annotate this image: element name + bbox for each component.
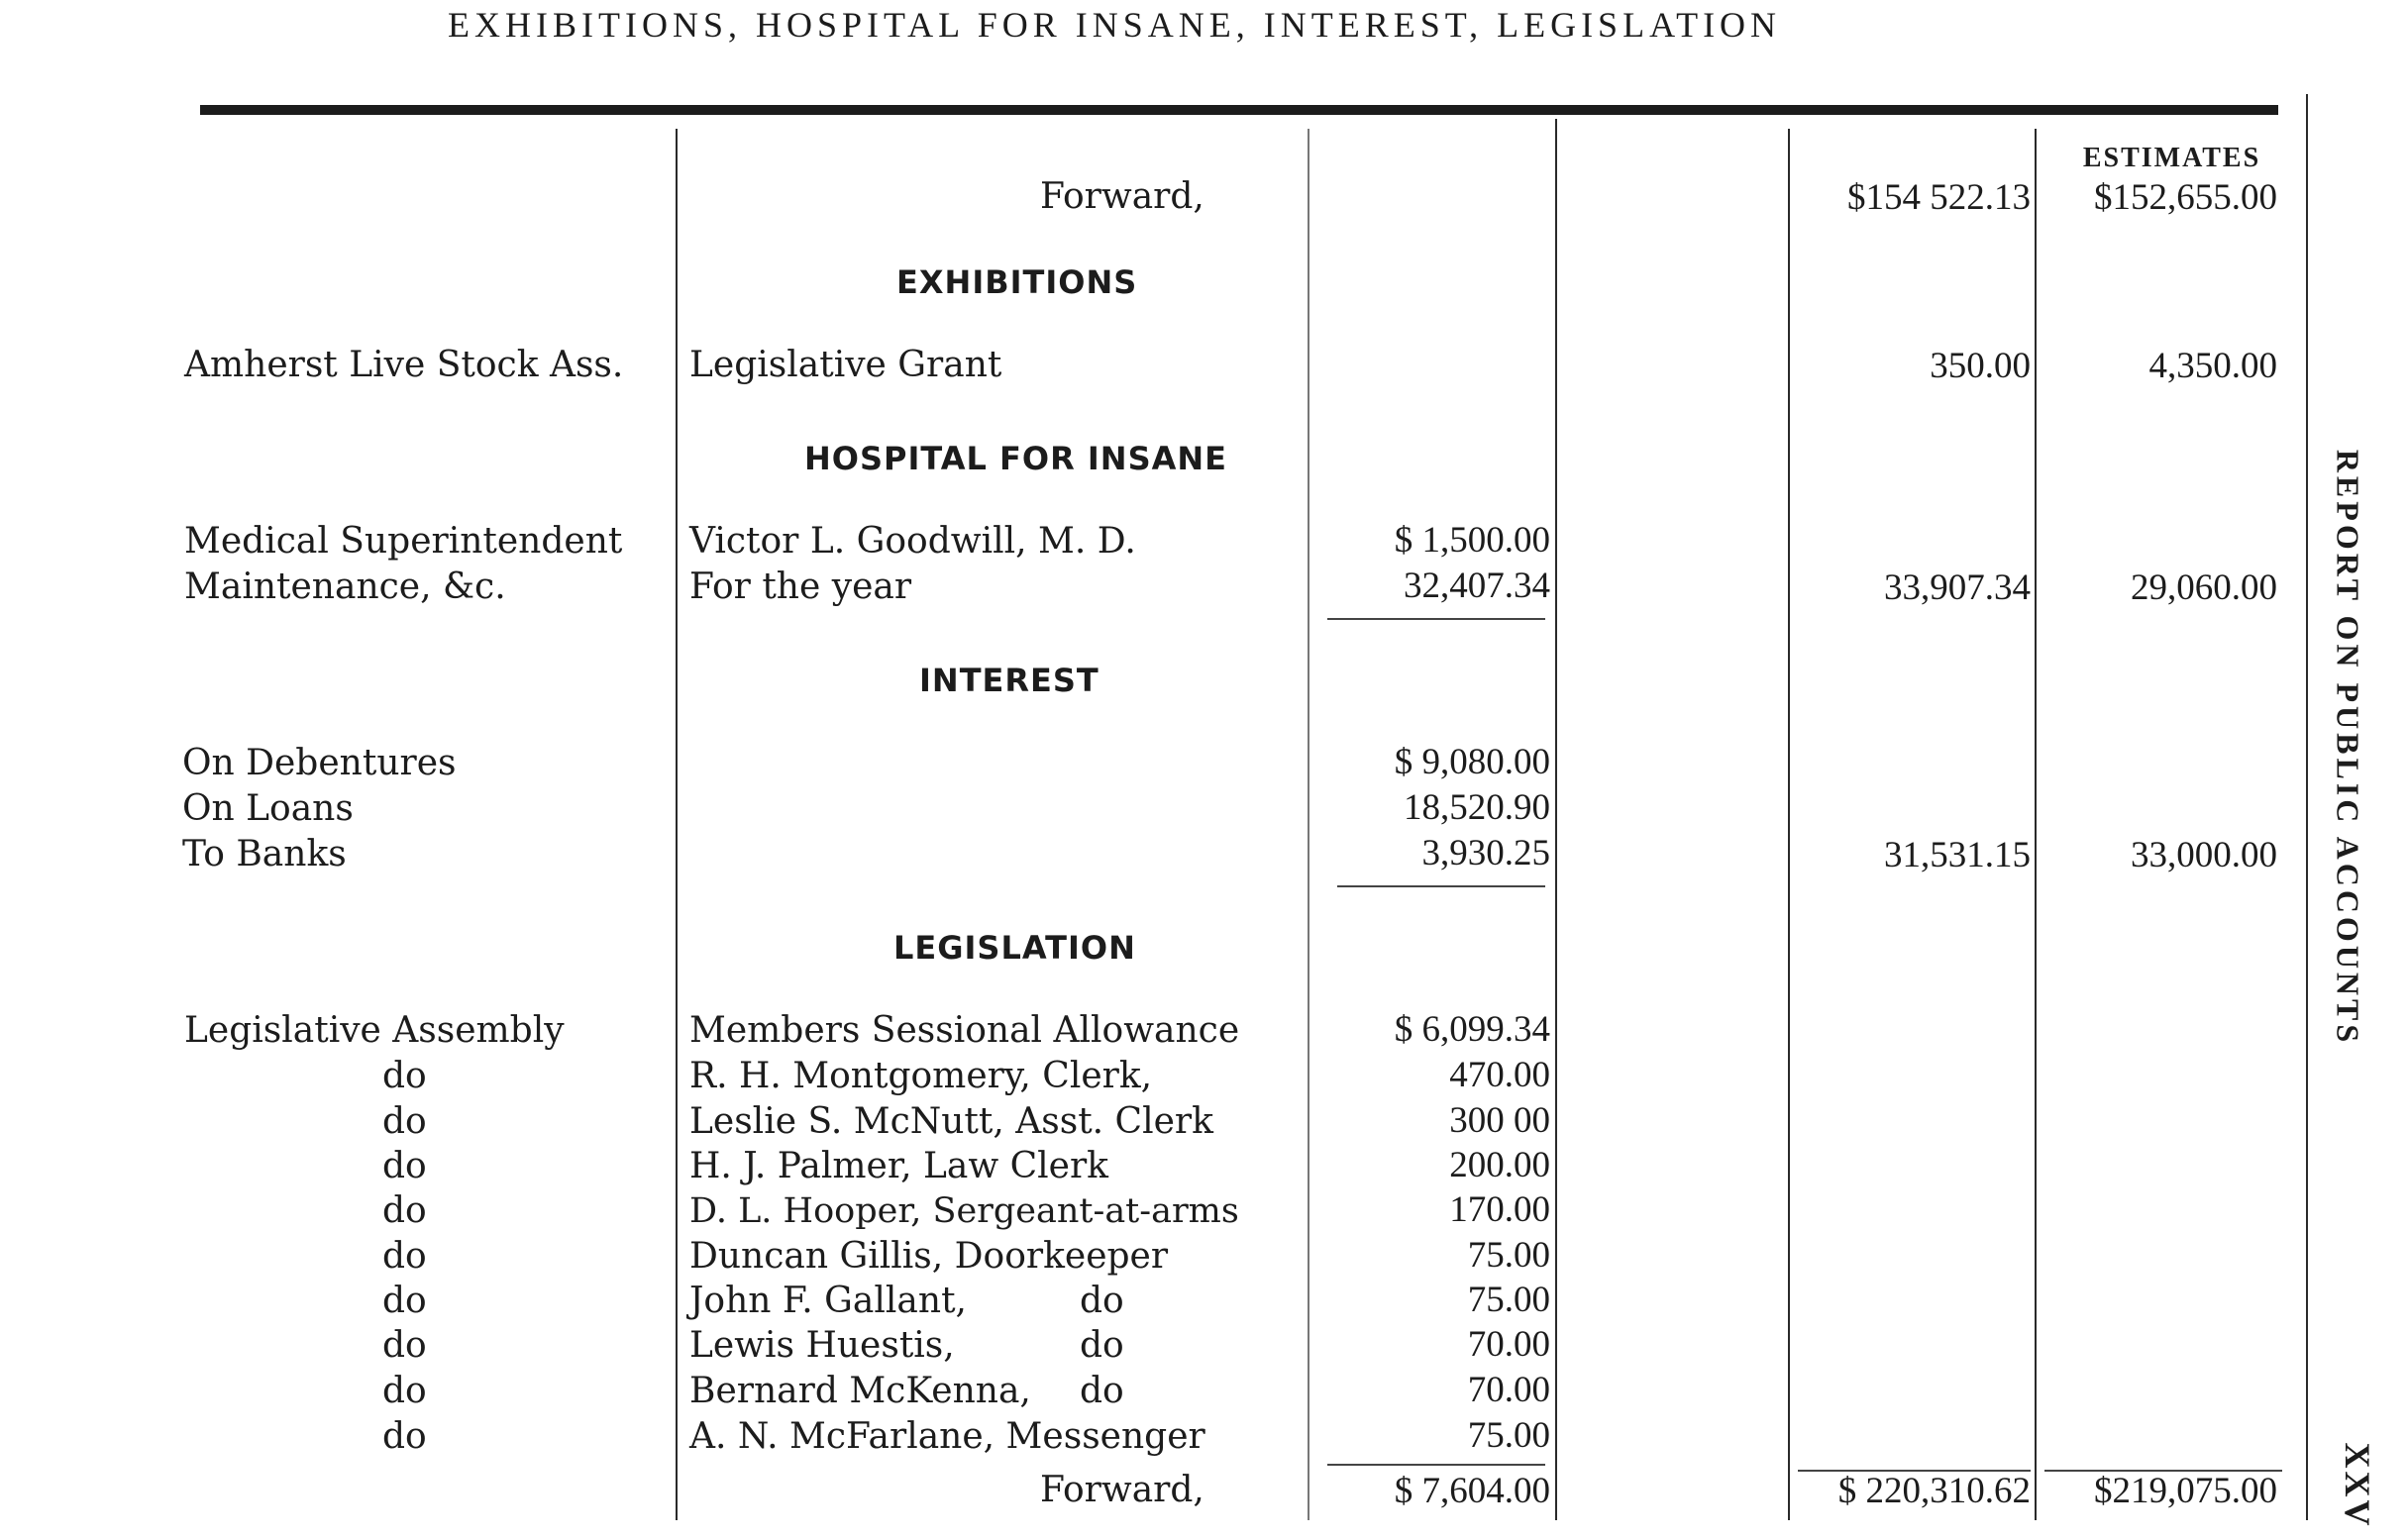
hospital-desc: For the year bbox=[689, 566, 912, 607]
legislation-amount: 300 00 bbox=[1449, 1100, 1550, 1141]
forward-total-bottom: $ 220,310.62 bbox=[1837, 1471, 2031, 1511]
interest-amount: $ 9,080.00 bbox=[1394, 742, 1550, 782]
forward-label-bottom: Forward, bbox=[1040, 1470, 1204, 1510]
legislation-amount: $ 6,099.34 bbox=[1394, 1009, 1550, 1050]
legislation-desc: Bernard McKenna, bbox=[689, 1371, 1031, 1411]
legislation-desc: A. N. McFarlane, Messenger bbox=[689, 1416, 1205, 1457]
legislation-desc: Members Sessional Allowance bbox=[689, 1010, 1240, 1051]
column-divider bbox=[1308, 129, 1309, 1520]
section-interest: INTEREST bbox=[919, 662, 1099, 699]
legislation-payee: Legislative Assembly bbox=[184, 1010, 565, 1051]
column-divider bbox=[2306, 94, 2308, 1520]
legislation-desc-ditto: do bbox=[1080, 1371, 1124, 1411]
total-rule bbox=[1327, 1464, 1545, 1466]
interest-amount: 18,520.90 bbox=[1404, 787, 1550, 828]
section-exhibitions: EXHIBITIONS bbox=[896, 263, 1138, 301]
legislation-amount: 75.00 bbox=[1467, 1235, 1550, 1276]
subtotal-rule bbox=[1327, 618, 1545, 620]
exhibitions-payee: Amherst Live Stock Ass. bbox=[184, 345, 624, 385]
legislation-amount: 170.00 bbox=[1449, 1189, 1550, 1230]
legislation-amount: 70.00 bbox=[1467, 1370, 1550, 1410]
forward-estimate-top: $152,655.00 bbox=[2094, 177, 2277, 218]
legislation-desc: John F. Gallant, bbox=[689, 1281, 967, 1321]
forward-amount-bottom: $ 7,604.00 bbox=[1394, 1471, 1550, 1511]
interest-payee: On Debentures bbox=[182, 743, 457, 783]
legislation-payee: do bbox=[382, 1371, 427, 1411]
legislation-amount: 70.00 bbox=[1467, 1324, 1550, 1365]
page-number-text: XXV bbox=[2338, 1442, 2377, 1529]
forward-estimate-bottom: $219,075.00 bbox=[2094, 1471, 2277, 1511]
column-divider bbox=[676, 129, 678, 1520]
estimates-label: ESTIMATES bbox=[2082, 143, 2261, 173]
header-rule bbox=[200, 105, 2278, 115]
page-number bbox=[2333, 1442, 2382, 1529]
legislation-amount: 200.00 bbox=[1449, 1145, 1550, 1185]
section-legislation: LEGISLATION bbox=[893, 929, 1136, 967]
legislation-desc: Leslie S. McNutt, Asst. Clerk bbox=[689, 1101, 1213, 1142]
legislation-amount: 75.00 bbox=[1467, 1280, 1550, 1320]
legislation-payee: do bbox=[382, 1146, 427, 1186]
subtotal-rule bbox=[1337, 885, 1545, 887]
hospital-total: 33,907.34 bbox=[1884, 567, 2031, 608]
side-title-text: REPORT ON PUBLIC ACCOUNTS bbox=[2330, 449, 2366, 1047]
legislation-payee: do bbox=[382, 1325, 427, 1366]
legislation-payee: do bbox=[382, 1101, 427, 1142]
legislation-desc: Lewis Huestis, bbox=[689, 1325, 955, 1366]
legislation-amount: 75.00 bbox=[1467, 1415, 1550, 1456]
exhibitions-total: 350.00 bbox=[1930, 346, 2031, 386]
interest-amount: 3,930.25 bbox=[1421, 833, 1550, 873]
column-divider bbox=[1788, 129, 1790, 1520]
hospital-desc: Victor L. Goodwill, M. D. bbox=[689, 521, 1136, 562]
interest-payee: On Loans bbox=[182, 788, 354, 829]
legislation-payee: do bbox=[382, 1416, 427, 1457]
page-header: EXHIBITIONS, HOSPITAL FOR INSANE, INTEREST, LEGISLATION bbox=[448, 5, 1782, 45]
legislation-payee: do bbox=[382, 1281, 427, 1321]
legislation-payee: do bbox=[382, 1236, 427, 1277]
interest-estimate: 33,000.00 bbox=[2131, 835, 2277, 875]
hospital-estimate: 29,060.00 bbox=[2131, 567, 2277, 608]
exhibitions-desc: Legislative Grant bbox=[689, 345, 1002, 385]
forward-label-top: Forward, bbox=[1040, 176, 1204, 217]
legislation-desc: H. J. Palmer, Law Clerk bbox=[689, 1146, 1108, 1186]
legislation-payee: do bbox=[382, 1056, 427, 1096]
forward-total-top: $154 522.13 bbox=[1847, 177, 2031, 218]
legislation-desc-ditto: do bbox=[1080, 1281, 1124, 1321]
interest-payee: To Banks bbox=[182, 834, 347, 874]
hospital-amount: $ 1,500.00 bbox=[1394, 520, 1550, 561]
hospital-amount: 32,407.34 bbox=[1404, 565, 1550, 606]
legislation-desc: Duncan Gillis, Doorkeeper bbox=[689, 1236, 1169, 1277]
column-divider bbox=[2035, 129, 2037, 1520]
legislation-payee: do bbox=[382, 1190, 427, 1231]
section-hospital: HOSPITAL FOR INSANE bbox=[804, 440, 1228, 477]
interest-total: 31,531.15 bbox=[1884, 835, 2031, 875]
legislation-desc: D. L. Hooper, Sergeant-at-arms bbox=[689, 1191, 1239, 1231]
column-divider bbox=[1555, 119, 1557, 1520]
legislation-desc: R. H. Montgomery, Clerk, bbox=[689, 1056, 1153, 1096]
side-title bbox=[2318, 449, 2377, 1047]
exhibitions-estimate: 4,350.00 bbox=[2148, 346, 2277, 386]
legislation-desc-ditto: do bbox=[1080, 1325, 1124, 1366]
hospital-payee: Medical Superintendent bbox=[184, 521, 623, 562]
legislation-amount: 470.00 bbox=[1449, 1055, 1550, 1095]
hospital-payee: Maintenance, &c. bbox=[184, 566, 506, 607]
